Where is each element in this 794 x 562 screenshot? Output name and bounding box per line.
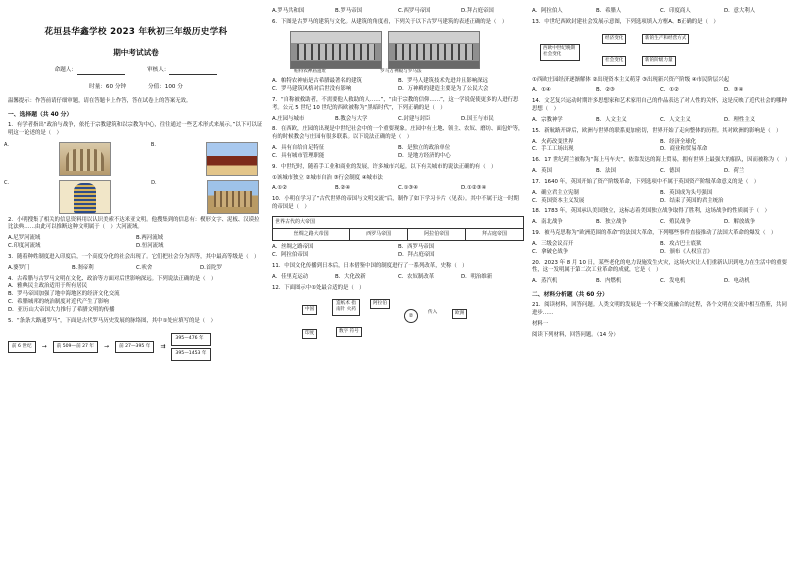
time-score-row: [8, 83, 264, 91]
flow-box-class: 新的阶级力量: [642, 56, 676, 67]
q13-option-c[interactable]: C．①②: [660, 87, 679, 94]
q7-option-c[interactable]: C.封建与封臣: [398, 115, 431, 122]
section-1-title: 一、选择题（共 40 分）: [8, 111, 73, 118]
q6-option-d[interactable]: D．万神殿的建造主要是为了公民大会: [398, 86, 489, 93]
flow-box-main: 西欧中世纪晚期社会变化: [540, 44, 580, 61]
question-7: 7．“自称被救助者，不需要他人救助的人……”，“由于宗教的信仰……”，这一学说促使更多的人进行思考。公元 5 世纪 10 世纪的西欧被称为“黑暗时代”，下列正确的是（ ）: [272, 96, 519, 111]
diagram-box-inventions: 造纸术 指南针 火药: [332, 299, 360, 316]
option-a-label: A.: [4, 141, 9, 148]
diagram-box-europe: 欧洲: [452, 309, 467, 320]
q10-option-d[interactable]: D．拜占庭帝国: [398, 252, 435, 259]
q15-option-b[interactable]: B．经济全球化: [660, 138, 697, 145]
question-2-options: [8, 235, 264, 251]
column-3: [532, 6, 791, 558]
photo-captions: [294, 69, 524, 76]
q14-option-c[interactable]: C．人文主义: [660, 116, 691, 123]
question-7-options: [272, 116, 524, 124]
question-16: 16．17 世纪荷兰被称为“海上马车夫”，依靠发达的海上贸易，拥有世界上最强大的船队，因而被称为（ ）: [532, 157, 791, 164]
society-flow-diagram: [532, 30, 788, 74]
q17-option-b[interactable]: B．英国成为头号强国: [660, 189, 713, 196]
q17-option-c[interactable]: C．英国资本主义发展: [532, 197, 585, 204]
question-5: 5．“条条大路通罗马”，下面是古代罗马历史发展的脉络图，其中①处应填写的是（ ）: [8, 317, 216, 324]
q20-option-a[interactable]: A．蒸汽机: [532, 278, 558, 285]
q6-option-b[interactable]: B．罗马人建筑技术先进并且影响深远: [398, 78, 488, 85]
q8-option-c[interactable]: C．具有城市管理职能: [272, 152, 325, 159]
q15-option-c[interactable]: C．手工工场出现: [532, 146, 574, 153]
question-1: 1．有学者指出“政治与战争，依托于宗教建筑和以宗教为中心，往往通过一些艺术形式来展示。”以下可以证明这一论述的是（ ）: [8, 121, 263, 136]
question-11-options: [272, 274, 524, 282]
q7-option-b[interactable]: B.教会与大学: [335, 115, 368, 122]
diagram-arrow-label: 传入: [426, 309, 439, 318]
q19-option-d[interactable]: D．颁布《人权宣言》: [660, 248, 713, 255]
question-17: 17．1640 年，英国开始了资产阶级革命，下列选项中不属于英国资产阶级革命意义的是（ ）: [532, 178, 760, 185]
diagram-box-china: 中国: [302, 305, 317, 316]
table-cell: 西罗马帝国: [350, 229, 408, 241]
question-17-options: [532, 190, 788, 206]
q8-option-a[interactable]: A．具有自给自足特征: [272, 145, 325, 152]
flow-box-production: 新的生产和经营方式: [642, 34, 689, 45]
question-12: 12．下面图示中①处最合适的是（ ）: [272, 284, 365, 291]
q5-option-a[interactable]: A.罗马共和国: [272, 8, 305, 14]
question-8: 8．在西欧，庄园的出现是中世纪社会中的一个重要现象。庄园中有土地、领主、农奴、磨坊、面包炉等，有的时候教会与庄园有很多联系。以下说法正确的是（ ）: [272, 126, 524, 141]
column-2: [272, 6, 524, 558]
q2-option-b[interactable]: B.两河流域: [136, 235, 163, 242]
q9-option-c[interactable]: C.①③④: [398, 185, 418, 192]
question-10: 10．小明在学习了“古代世界的帝国与文明交流”后，制作了如下学习卡片（见表）。其中不属于这一时期的帝国是（ ）: [272, 196, 519, 211]
question-14: 14．文艺复兴运动时期许多思想家和艺术家用自己的作品表达了对人性的关怀，这是反映了近代社会的哪种思想（ ）: [532, 98, 787, 113]
q10-option-c[interactable]: C．阿拉伯帝国: [272, 252, 309, 259]
question-16-options: [532, 168, 788, 176]
table-row: [273, 229, 524, 241]
forbidden-city-image: [206, 142, 258, 176]
q18-option-b[interactable]: B．独立战争: [596, 219, 627, 226]
author-row: [8, 66, 264, 74]
arrow-icon: →: [41, 342, 47, 350]
question-10-options: [272, 244, 524, 260]
question-13-options: [532, 87, 788, 95]
q15-option-a[interactable]: A．火药改变世界: [532, 138, 574, 145]
q16-option-b[interactable]: B．法国: [596, 168, 616, 175]
diagram-circle: ②: [404, 309, 418, 323]
q14-option-d[interactable]: D．理性主义: [724, 116, 756, 123]
q20-option-d[interactable]: D．电动机: [724, 278, 750, 285]
caption-2: 罗马万神殿与罗马法: [380, 68, 422, 74]
q2-option-a[interactable]: A.尼罗河流域: [8, 235, 41, 242]
question-18-options: [532, 219, 788, 227]
section-2-title: 二、材料分析题（共 60 分）: [532, 292, 608, 299]
q18-option-a[interactable]: A．南北战争: [532, 219, 563, 226]
q16-option-a[interactable]: A．英国: [532, 168, 552, 175]
q10-option-b[interactable]: B．西罗马帝国: [398, 244, 435, 251]
q12-option-d[interactable]: D．意大利人: [724, 8, 756, 14]
diagram-box-arab: 阿拉伯: [370, 299, 390, 310]
reviewer-label: 审核人：: [147, 67, 170, 74]
question-18: 18．1783 年，英国承认美国独立，这标志着美国独立战争取得了胜利，这场战争的性质属于（ ）: [532, 208, 770, 215]
arrow-icon: →: [104, 342, 110, 350]
q6-option-c[interactable]: C．罗马建筑风格对后世没有影响: [272, 86, 352, 93]
q12-option-c[interactable]: C．印度商人: [660, 8, 691, 14]
rome-timeline: [8, 333, 264, 360]
question-1-images-2: [4, 179, 264, 214]
parthenon-photo: [290, 31, 382, 69]
question-1-images: [4, 141, 264, 176]
q14-option-b[interactable]: B．人文主义: [596, 116, 627, 123]
q12-option-a[interactable]: A．阿拉伯人: [532, 8, 563, 14]
question-9-options: [272, 185, 524, 193]
author-blank[interactable]: [77, 68, 125, 75]
caption-1: 帕特农神庙遗址: [294, 68, 327, 74]
q10-option-a[interactable]: A．丝绸之路帝国: [272, 244, 314, 251]
colosseum-image: [59, 142, 111, 176]
q7-option-d[interactable]: D.国王与市民: [461, 115, 494, 122]
q3-option-d[interactable]: D.首陀罗: [200, 264, 223, 271]
q9-option-d[interactable]: D.①②③④: [461, 185, 487, 192]
q15-option-d[interactable]: D．商业和贸易革命: [660, 146, 708, 153]
q19-option-c[interactable]: C．拿破仑战争: [532, 248, 569, 255]
question-8-options: [272, 145, 524, 161]
question-6-options: [272, 78, 524, 94]
q17-option-d[interactable]: D．结束了英国的君主统治: [660, 197, 724, 204]
q4-option-d[interactable]: D．亚历山大帝国大力推行了希腊文明的传播: [8, 306, 115, 313]
q16-option-d[interactable]: D．荷兰: [724, 168, 745, 175]
option-b-label: B.: [150, 141, 156, 148]
diagram-box-india: 印度: [302, 329, 317, 340]
q3-option-b[interactable]: B.刹帝利: [72, 264, 94, 271]
q19-option-a[interactable]: A．三级会议召开: [532, 240, 574, 247]
question-9-items: ①该城市独立 ②城市自治 ③行会制度 ④城市法: [272, 174, 383, 181]
spread-diagram: [272, 297, 524, 349]
question-20: 20．2023 年 8 月 10 日，某些老化的电力设施发生火灾，这场火灾让人们重新认识到电力在生活中的重要性，这一发明属于第二次工业革命的成就，它是（ ）: [532, 259, 788, 274]
timeline-box-5: 395—1453 年: [171, 348, 210, 361]
q4-option-a[interactable]: A．雅典民主政治适用于所有居民: [8, 283, 88, 290]
question-21-ask: 阅读下列材料，回答问题。（14 分）: [532, 331, 619, 338]
q9-option-b[interactable]: B.②④: [335, 185, 351, 192]
time-limit: 时量：60 分钟: [89, 83, 127, 90]
q2-option-d[interactable]: D.恒河流域: [136, 243, 164, 250]
question-21: 21．阅读材料，回答问题。人类文明的发展是一个不断交流融合的过程，各个文明在交流中相互借鉴，共同进步……: [532, 302, 787, 317]
question-15-options: [532, 139, 788, 155]
q13-option-d[interactable]: D．③④: [724, 87, 744, 94]
q3-option-a[interactable]: A.婆罗门: [8, 264, 30, 271]
table-cell: 阿拉伯帝国: [408, 229, 466, 241]
table-cell: 丝绸之路大帝国: [273, 229, 350, 241]
question-9: 9．中世纪时，随着手工业和商业的发展，许多城市兴起。以下有关城市的说法正确的有（ ）: [272, 163, 497, 170]
q8-option-d[interactable]: D．是地方经济的中心: [398, 152, 451, 159]
q11-option-d[interactable]: D．明治维新: [461, 273, 493, 280]
timeline-box-3: 前 27—395 年: [115, 341, 154, 354]
exam-title: 花垣县华鑫学校 2023 年秋初三年级历史学科: [44, 27, 228, 37]
question-5-options: [272, 8, 524, 16]
q6-option-a[interactable]: A．帕特农神庙是古希腊最著名的建筑: [272, 78, 362, 85]
q18-option-c[interactable]: C．殖民战争: [660, 219, 691, 226]
question-6: 6．下图是古罗马的建筑与文化。从建筑的角度看，下列关于以下古罗马建筑的表述正确的是（ ）: [272, 18, 508, 25]
q9-option-a[interactable]: A.①②: [272, 185, 287, 192]
flow-box-society: 社会变化: [602, 56, 626, 67]
q8-option-b[interactable]: B．是独立的政治单位: [398, 145, 451, 152]
question-4-options: [8, 283, 264, 314]
pharaoh-image: [59, 180, 111, 214]
q4-option-b[interactable]: B．罗马帝国加强了地中海地区的经济文化交流: [8, 291, 120, 298]
question-2: 2．小明搜集了相关的信息资料用以认识美索不达米亚文明。他搜集到的信息有：楔形文字、泥板、汉谟拉比法典……由此可以推断这种文明属于（ ）大河流域。: [8, 216, 260, 231]
question-12-options: [532, 8, 788, 16]
arrow-icon: ⇉: [160, 342, 166, 350]
material-label: 材料一: [532, 321, 549, 328]
q20-option-c[interactable]: C．发电机: [660, 278, 686, 285]
question-20-options: [532, 278, 788, 286]
column-1: [4, 6, 264, 558]
pantheon-photo: [388, 31, 480, 69]
q11-option-c[interactable]: C．农奴制改革: [398, 273, 435, 280]
q13-option-b[interactable]: B．②③: [596, 87, 615, 94]
empire-table: [272, 216, 524, 242]
question-19-options: [532, 241, 788, 257]
q14-option-a[interactable]: A．宗教神学: [532, 116, 563, 123]
reviewer-blank[interactable]: [169, 68, 217, 75]
question-13-items: ①西欧庄园经济逐渐解体 ②出现资本主义萌芽 ③出现新兴资产阶级 ④市民阶层兴起: [532, 76, 729, 83]
question-4: 4．古希腊与古罗马文明在文化、政治等方面对后世影响深远。下列说法正确的是（ ）: [8, 275, 217, 282]
q3-option-c[interactable]: C.吠舍: [136, 264, 153, 271]
question-6-photos: [290, 31, 524, 69]
question-15: 15．新航路开辟后，欧洲与世界的联系更加密切，世界开始了走向整体的历程。其对欧洲的影响是（ ）: [532, 127, 782, 134]
option-d-label: D.: [151, 179, 157, 186]
flow-box-economy: 经济变化: [602, 34, 626, 45]
question-19: 19．被马克思称为“欧洲范围的革命”的法国大革命，下列哪些事件直接推动了法国大革命的爆发（ ）: [532, 230, 777, 237]
q11-option-b[interactable]: B．大化改新: [335, 273, 366, 280]
question-13: 13．中世纪西欧封建社会发展示意图，下列选项填入方框A、B正确的是（ ）: [532, 18, 719, 25]
q11-option-a[interactable]: A．佳里克运动: [272, 273, 309, 280]
timeline-box-1: 前 6 世纪: [8, 341, 36, 354]
q19-option-b[interactable]: B．攻占巴士底狱: [660, 240, 702, 247]
timeline-box-2: 前 509—前 27 年: [53, 341, 98, 354]
exam-subtitle: 期中考试试卷: [113, 48, 159, 58]
timeline-box-4: 395—476 年: [171, 333, 210, 346]
q5-option-c[interactable]: C.西罗马帝国: [398, 8, 431, 14]
question-3: 3．随着种姓制度进入印度后，一个高度分化的社会出现了。它们把社会分为四等，其中最高等级是（ ）: [8, 253, 260, 260]
q7-option-a[interactable]: A.庄园与城市: [272, 115, 305, 122]
question-3-options: [8, 265, 264, 273]
q5-option-b[interactable]: B.罗马帝国: [335, 8, 362, 14]
author-label: 命题人：: [54, 67, 77, 74]
question-14-options: [532, 117, 788, 125]
diagram-box-numerals: 数字 符号: [336, 327, 362, 338]
notice: 温馨提示：作答前请仔细审题，请在答题卡上作答，答在试卷上的答案无效。: [8, 97, 192, 104]
option-c-label: C.: [4, 179, 10, 186]
q2-option-c[interactable]: C.印度河流域: [8, 243, 41, 250]
question-11: 11．中国文化传播到日本后，日本借鉴中国的制度进行了一系列改革，史称（ ）: [272, 263, 468, 270]
q16-option-c[interactable]: C．德国: [660, 168, 680, 175]
q12-option-b[interactable]: B．希腊人: [596, 8, 622, 14]
q18-option-d[interactable]: D．解放战争: [724, 219, 756, 226]
q20-option-b[interactable]: B．内燃机: [596, 278, 622, 285]
q4-option-c[interactable]: C．希腊城邦的统治制度对近代产生了影响: [8, 299, 109, 305]
q5-option-d[interactable]: D.拜占庭帝国: [461, 8, 494, 14]
q13-option-a[interactable]: A．①④: [532, 87, 551, 94]
q17-option-a[interactable]: A．确立君主立宪制: [532, 189, 579, 196]
table-header: 世界古代的大帝国: [273, 216, 524, 228]
parthenon-image: [207, 180, 259, 214]
table-cell: 拜占庭帝国: [466, 229, 524, 241]
total-score: 分值：100 分: [148, 83, 183, 90]
